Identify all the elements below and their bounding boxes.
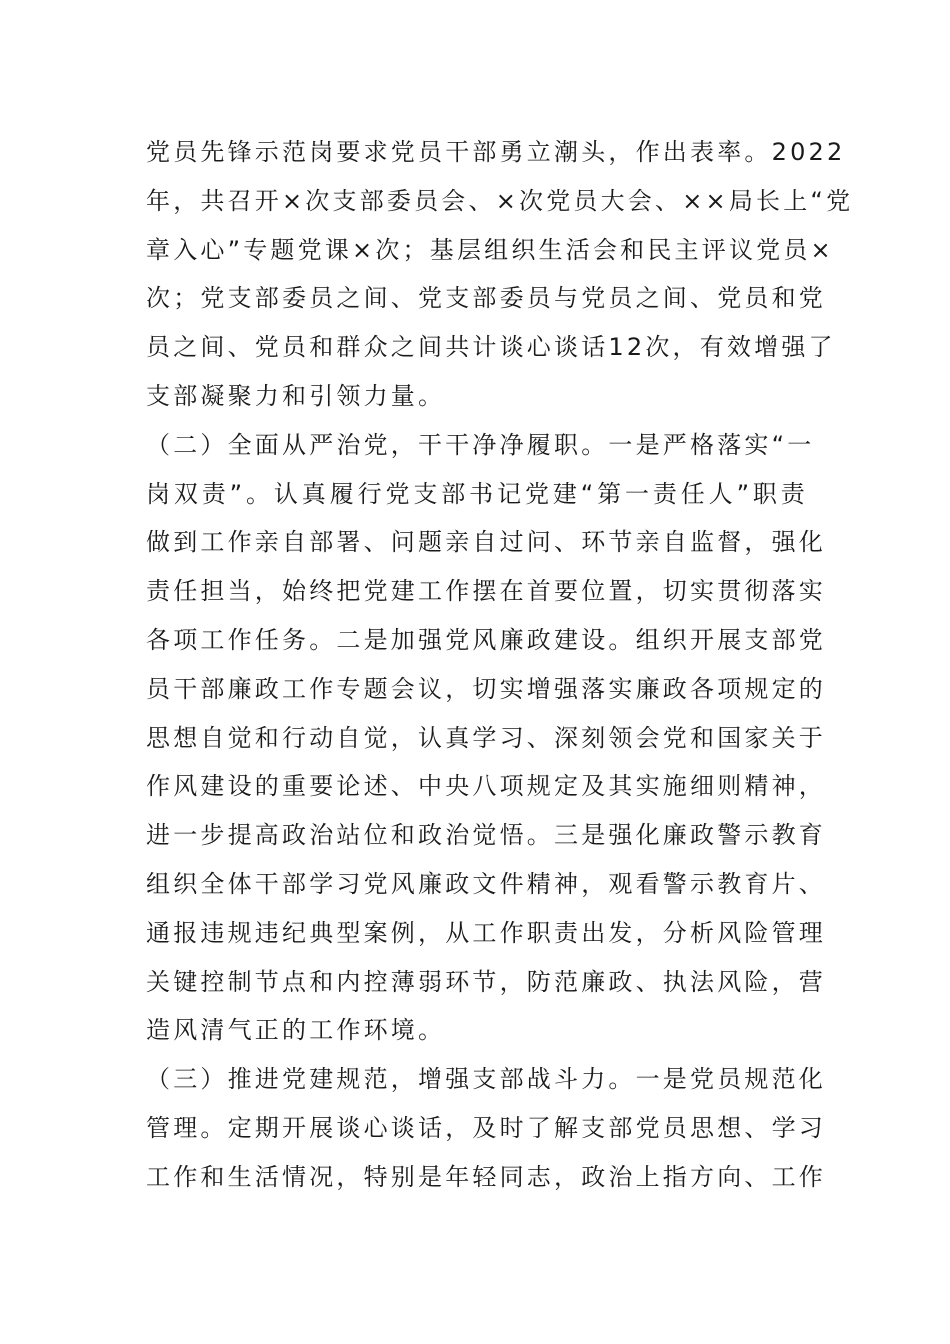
text-line: 做到工作亲自部署、问题亲自过问、环节亲自监督，强化 [146,528,826,557]
section-heading-line: （三）推进党建规范，增强支部战斗力。一是党员规范化 [146,1065,826,1094]
text-line: 年，共召开×次支部委员会、×次党员大会、××局长上“党 [146,186,854,215]
text-line: 岗双责”。认真履行党支部书记党建“第一责任人”职责 [146,479,808,508]
text-line: 关键控制节点和内控薄弱环节，防范廉政、执法风险，营 [146,967,826,996]
text-line: 通报违规违纪典型案例，从工作职责出发，分析风险管理 [146,918,826,947]
text-line: 作风建设的重要论述、中央八项规定及其实施细则精神， [146,772,826,801]
paragraph-end-line: 造风清气正的工作环境。 [146,1016,446,1045]
text-line: 次；党支部委员之间、党支部委员与党员之间、党员和党 [146,284,826,313]
text-line: 思想自觉和行动自觉，认真学习、深刻领会党和国家关于 [146,723,826,752]
document-body [146,128,854,1202]
text-line: 组织全体干部学习党风廉政文件精神，观看警示教育片、 [146,869,826,898]
paragraph-end-line: 支部凝聚力和引领力量。 [146,381,446,410]
text-line: 管理。定期开展谈心谈话，及时了解支部党员思想、学习 [146,1113,826,1142]
text-line: 党员先锋示范岗要求党员干部勇立潮头，作出表率。2022 [146,138,846,166]
text-line: 员之间、党员和群众之间共计谈心谈话12次，有效增强了 [146,333,836,362]
text-line: 工作和生活情况，特别是年轻同志，政治上指方向、工作 [146,1162,826,1191]
text-line: 员干部廉政工作专题会议，切实增强落实廉政各项规定的 [146,674,826,703]
text-line: 章入心”专题党课×次；基层组织生活会和民主评议党员× [146,235,834,264]
text-line: 进一步提高政治站位和政治觉悟。三是强化廉政警示教育 [146,821,826,850]
text-line: 各项工作任务。二是加强党风廉政建设。组织开展支部党 [146,625,826,654]
section-heading-line: （二）全面从严治党，干干净净履职。一是严格落实“一 [146,430,815,459]
text-line: 责任担当，始终把党建工作摆在首要位置，切实贯彻落实 [146,577,826,606]
